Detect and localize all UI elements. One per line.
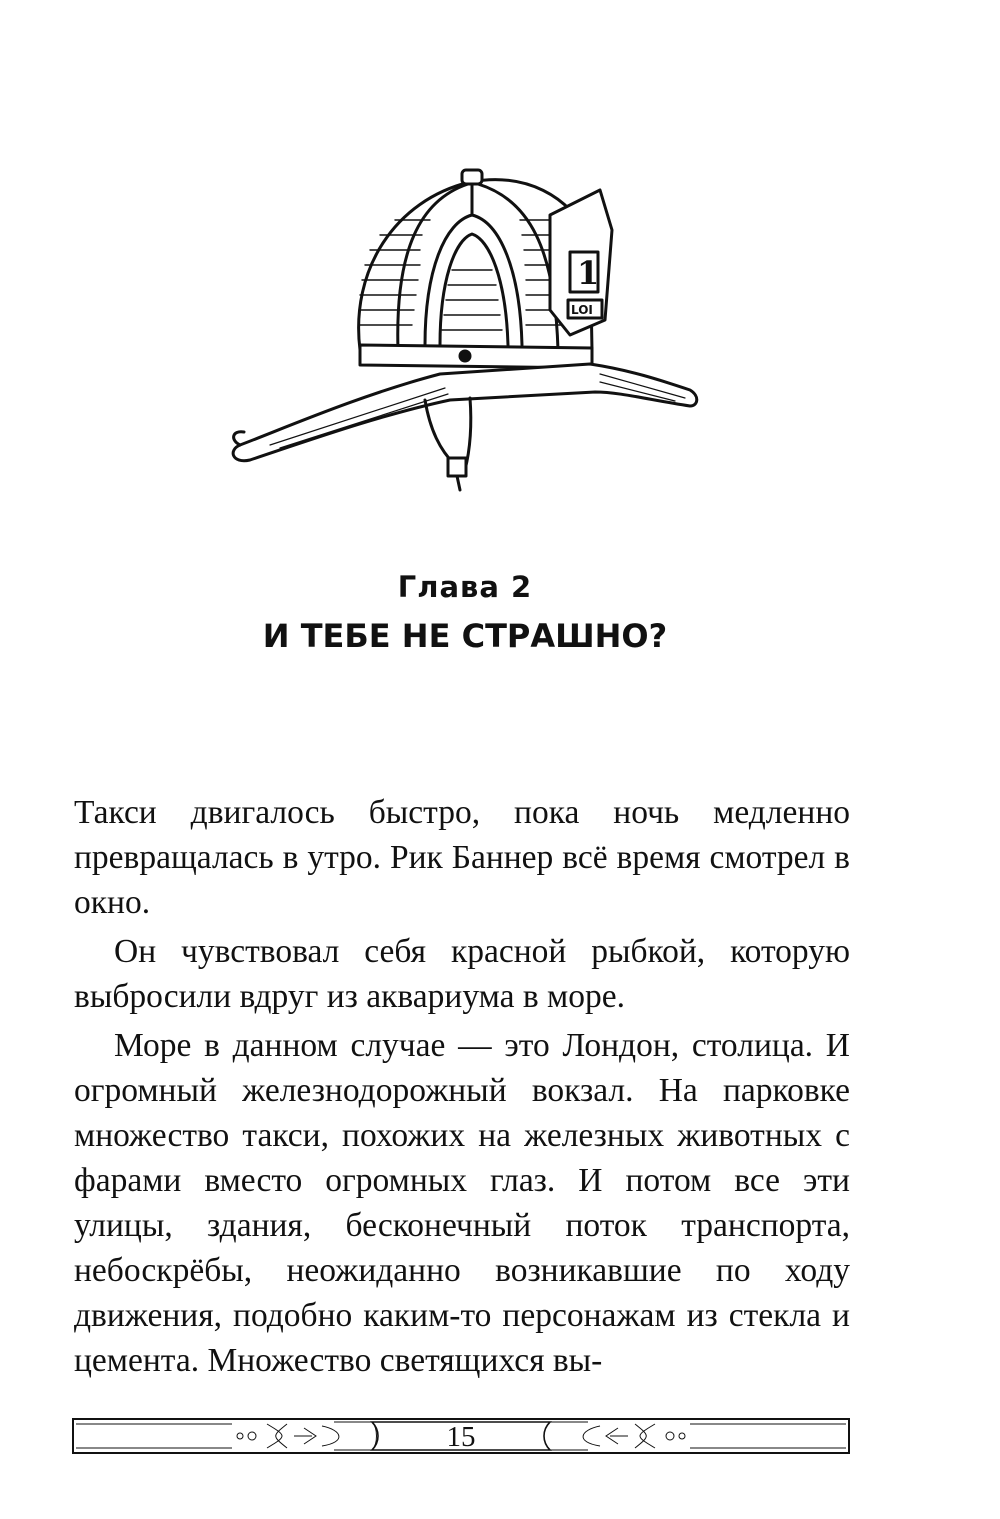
paragraph: Море в данном случае — это Лондон, столица. И огромный железнодорожный вокзал. На парковке множество такси, похожих на железных животных с фарами вместо огромных глаз. И потом все эти улицы, здания, бесконечный поток транспорта, небоскрёбы, неожиданно возникавшие по ходу движения, подобно каким-то персонажам из стекла и цемента. Множество светящихся вы- (74, 1027, 850, 1379)
chapter-title: И ТЕБЕ НЕ СТРАШНО? (262, 617, 668, 655)
paragraph: Он чувствовал себя красной рыбкой, которую выбросили вдруг из аквариума в море. (74, 933, 850, 1015)
chapter-body (74, 790, 850, 1387)
page-footer-ornament (72, 1416, 850, 1456)
svg-text:1: 1 (577, 254, 600, 292)
chapter-label: Глава 2 (397, 570, 533, 604)
firefighter-helmet-illustration (220, 160, 710, 495)
page-number: 15 (446, 1421, 476, 1453)
svg-text:LOI: LOI (571, 303, 593, 317)
firefighter-helmet-icon (220, 160, 710, 495)
paragraph: Такси двигалось быстро, пока ночь медленно превращалась в утро. Рик Баннер всё время смотрел в окно. (74, 794, 850, 921)
